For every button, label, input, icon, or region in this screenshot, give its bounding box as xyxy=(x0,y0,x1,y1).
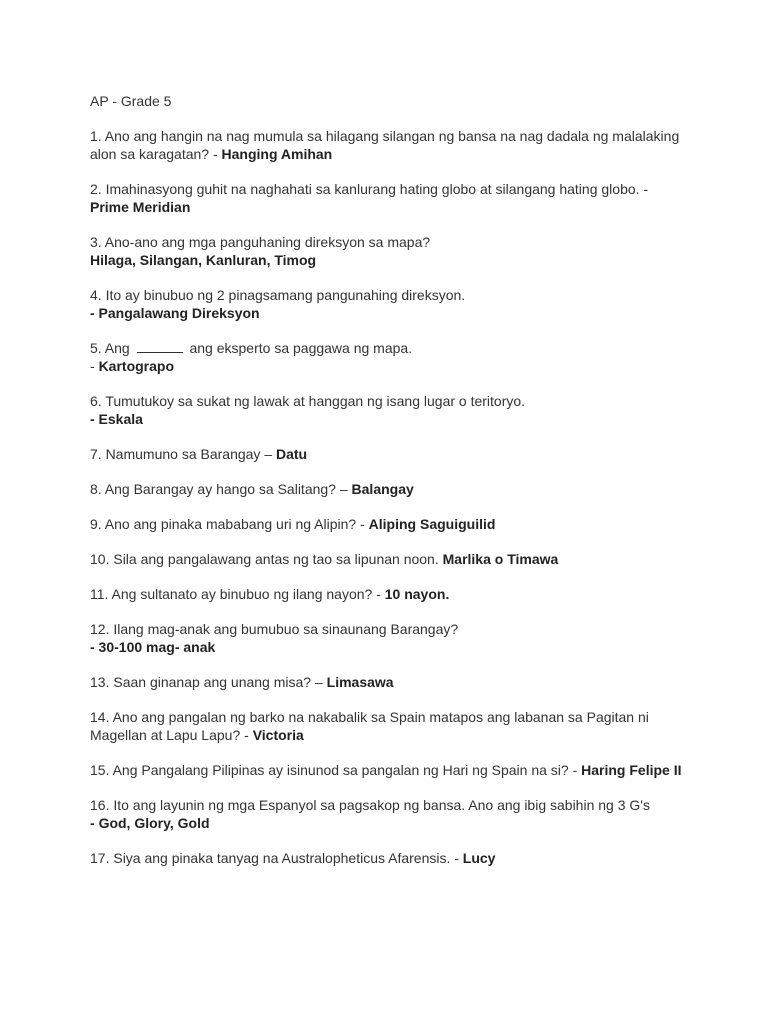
answer-prefix: - xyxy=(90,358,99,374)
answer-text: - Pangalawang Direksyon xyxy=(90,305,260,321)
question-item-3 xyxy=(90,233,690,269)
answer-text: God, Glory, Gold xyxy=(98,815,210,831)
question-item-17 xyxy=(90,849,690,867)
answer-text: Hanging Amihan xyxy=(221,146,333,162)
question-item-8 xyxy=(90,480,690,498)
question-item-12 xyxy=(90,620,690,656)
question-item-13 xyxy=(90,673,690,691)
question-item-10 xyxy=(90,550,690,568)
question-text: 15. Ang Pangalang Pilipinas ay isinunod sa pangalan ng Hari ng Spain na si? - xyxy=(90,762,582,778)
question-text: 7. Namumuno sa Barangay – xyxy=(90,446,276,462)
question-text: 14. Ano ang pangalan ng barko na nakabalik sa Spain matapos ang labanan sa Pagitan ni Magellan at Lapu Lapu? - xyxy=(90,709,649,743)
question-text: 17. Siya ang pinaka tanyag na Australopheticus Afarensis. - xyxy=(90,850,463,866)
question-text: 13. Saan ginanap ang unang misa? – xyxy=(90,674,327,690)
answer-text: Hilaga, Silangan, Kanluran, Timog xyxy=(90,252,317,268)
question-text: 12. Ilang mag-anak ang bumubuo sa sinaunang Barangay? xyxy=(90,621,459,637)
question-item-15 xyxy=(90,761,690,779)
answer-text: Victoria xyxy=(252,727,304,743)
question-text: 1. Ano ang hangin na nag mumula sa hilagang silangan ng bansa na nag dadala ng malalaking alon sa karagatan? - xyxy=(90,128,680,162)
answer-text: Prime Meridian xyxy=(90,199,191,215)
question-item-7 xyxy=(90,445,690,463)
question-text: 5. Ang xyxy=(90,340,134,356)
answer-line xyxy=(90,814,690,832)
question-item-2 xyxy=(90,180,690,216)
question-text: 2. Imahinasyong guhit na naghahati sa kanlurang hating globo at silangang hating globo. - xyxy=(90,181,649,197)
question-text: 11. Ang sultanato ay binubuo ng ilang nayon? - xyxy=(90,586,385,602)
question-text: 16. Ito ang layunin ng mga Espanyol sa pagsakop ng bansa. Ano ang ibig sabihin ng 3 G's xyxy=(90,797,650,813)
question-text: 8. Ang Barangay ay hango sa Salitang? – xyxy=(90,481,352,497)
answer-line xyxy=(90,357,690,375)
answer-text: Limasawa xyxy=(326,674,394,690)
answer-prefix: - xyxy=(90,815,99,831)
question-line xyxy=(90,339,690,357)
question-item-4 xyxy=(90,286,690,322)
answer-text: Kartograpo xyxy=(98,358,175,374)
answer-text: Marlika o Timawa xyxy=(442,551,559,567)
answer-text: 10 nayon. xyxy=(384,586,450,602)
question-item-14 xyxy=(90,708,690,744)
question-text-continued: ang eksperto sa paggawa ng mapa. xyxy=(185,340,413,356)
document-page xyxy=(90,92,690,884)
answer-text: Datu xyxy=(276,446,308,462)
question-text: 10. Sila ang pangalawang antas ng tao sa lipunan noon. xyxy=(90,551,443,567)
question-text: 4. Ito ay binubuo ng 2 pinagsamang pangunahing direksyon. xyxy=(90,287,466,303)
answer-text: - 30-100 mag- anak xyxy=(90,639,216,655)
question-item-1 xyxy=(90,127,690,163)
answer-text: Balangay xyxy=(351,481,414,497)
question-text: 6. Tumutukoy sa sukat ng lawak at hanggan ng isang lugar o teritoryo. xyxy=(90,393,526,409)
question-item-11 xyxy=(90,585,690,603)
answer-text: Aliping Saguiguilid xyxy=(368,516,496,532)
question-item-9 xyxy=(90,515,690,533)
question-item-6 xyxy=(90,392,690,428)
answer-text: - Eskala xyxy=(90,411,143,427)
fill-in-blank xyxy=(137,340,183,353)
question-item-5 xyxy=(90,339,690,375)
question-text: 9. Ano ang pinaka mababang uri ng Alipin? - xyxy=(90,516,369,532)
answer-text: Lucy xyxy=(462,850,496,866)
question-item-16 xyxy=(90,796,690,832)
document-heading: AP - Grade 5 xyxy=(90,93,172,109)
question-text: 3. Ano-ano ang mga panguhaning direksyon sa mapa? xyxy=(90,234,431,250)
answer-text: Haring Felipe II xyxy=(581,762,682,778)
